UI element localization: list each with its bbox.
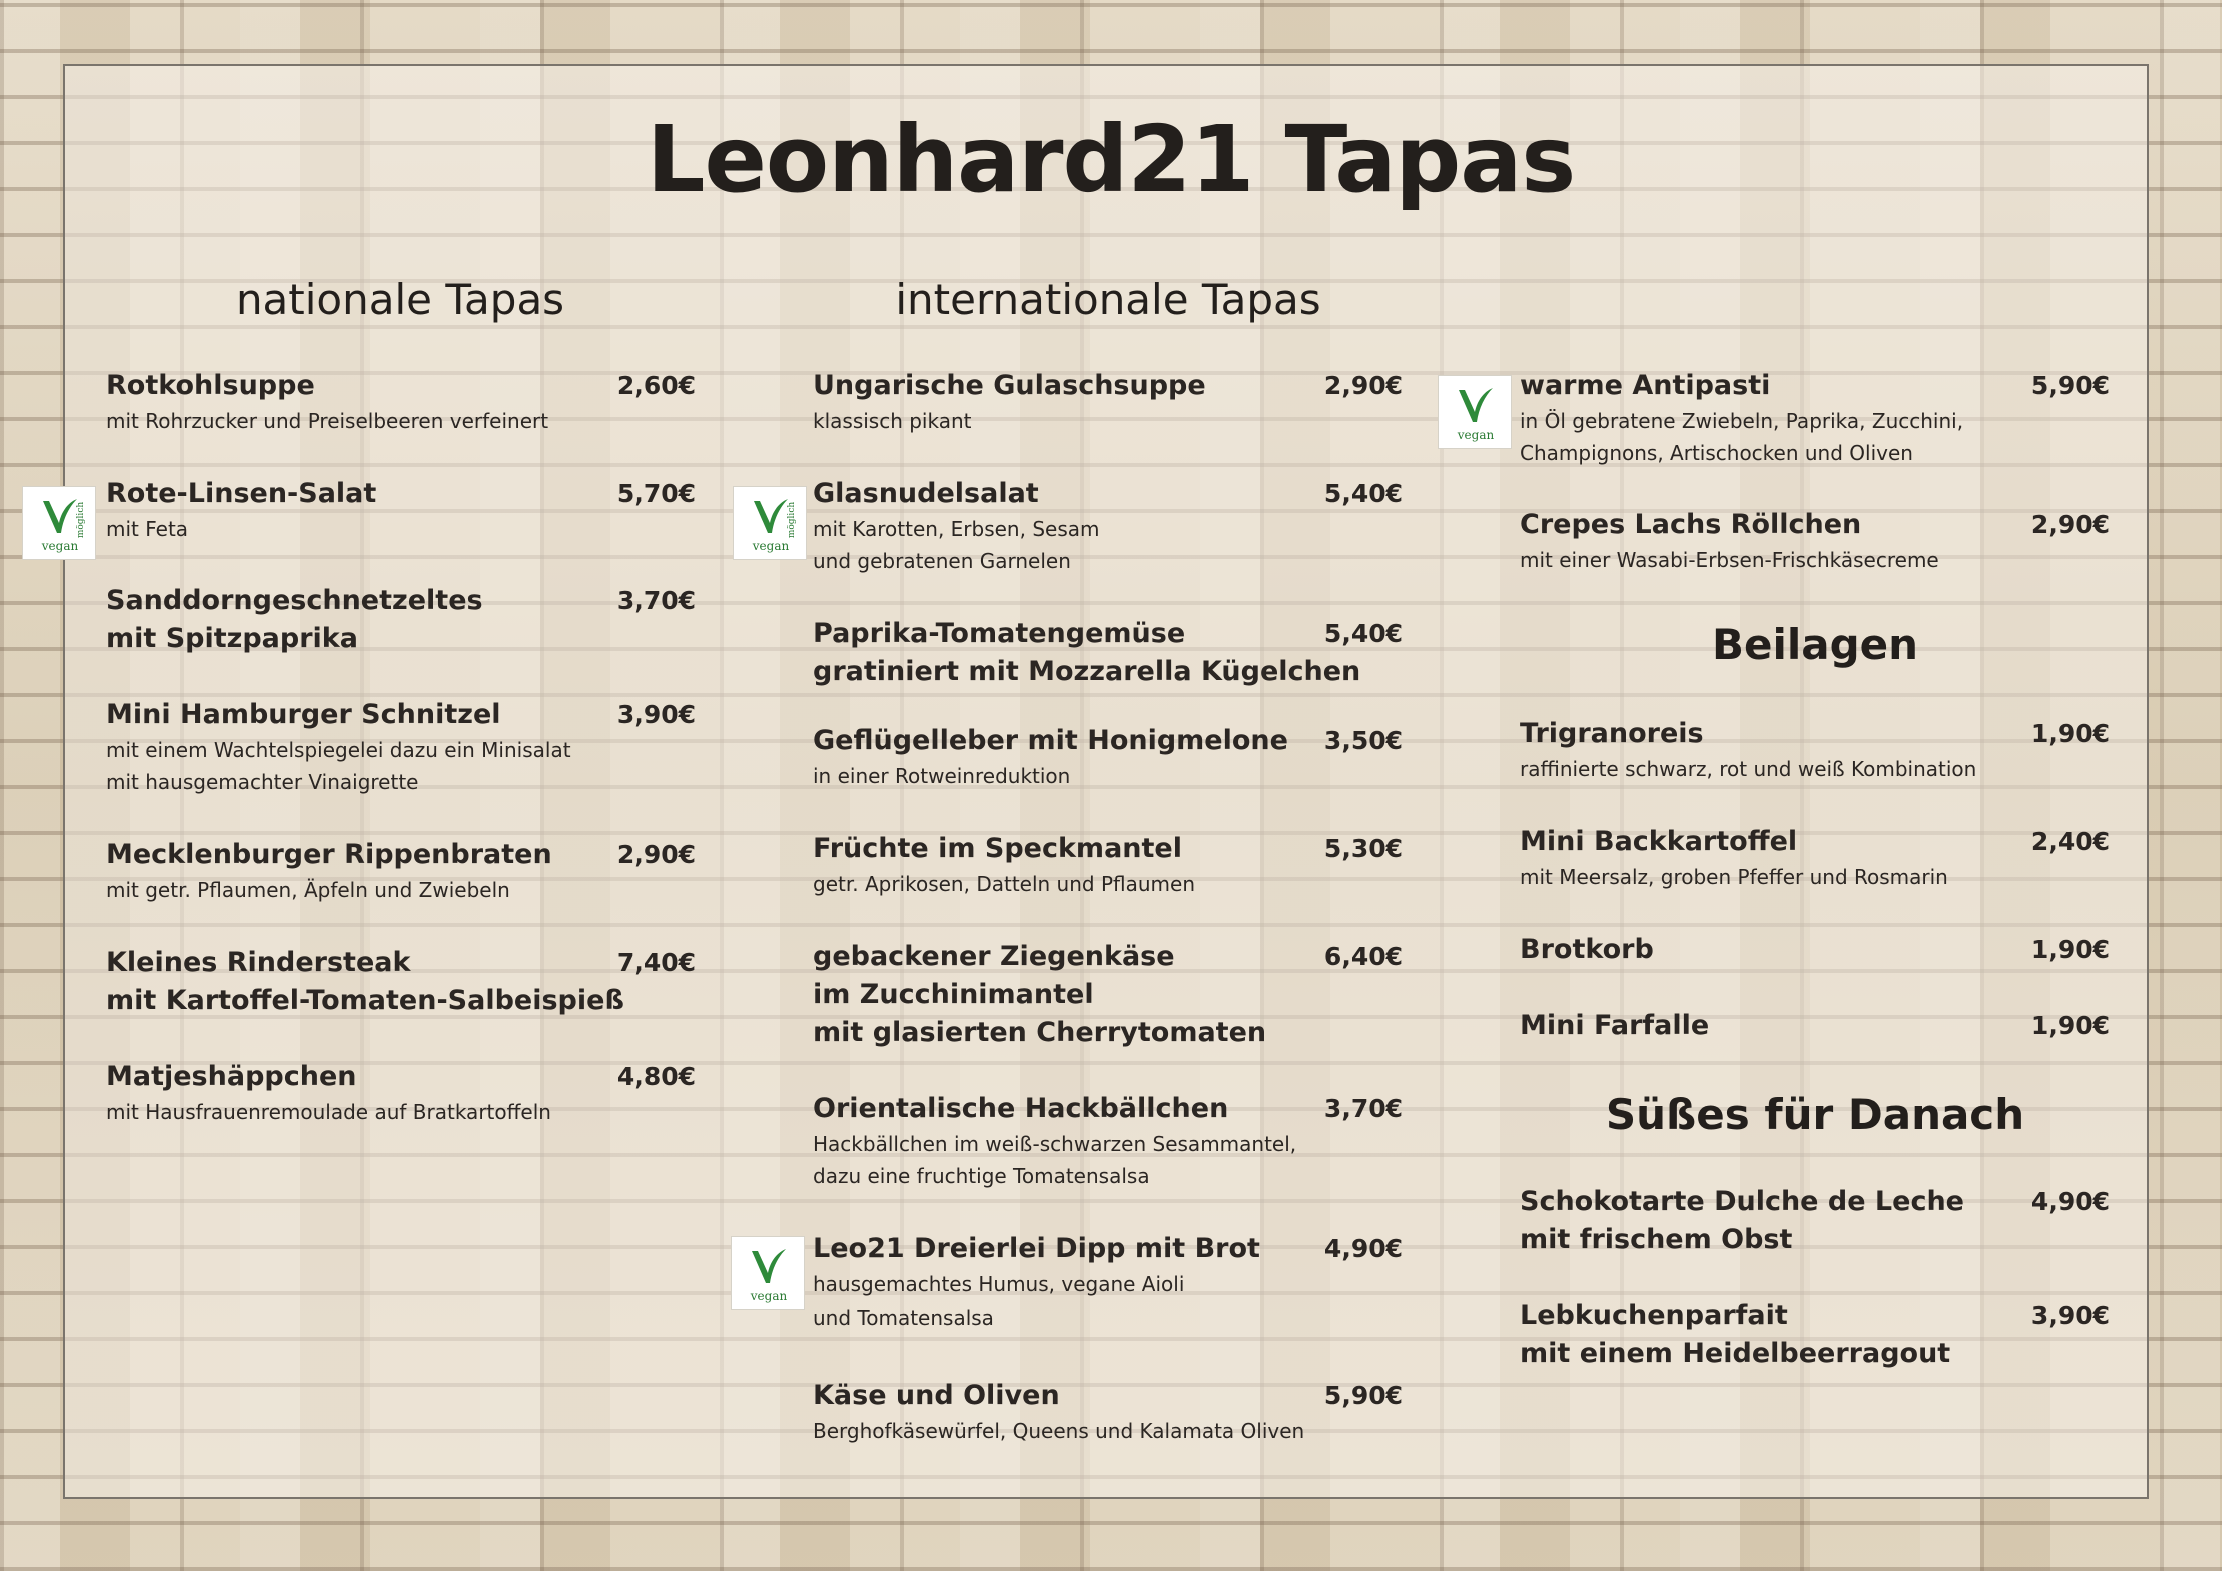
heading-internationale-tapas: internationale Tapas (895, 275, 1321, 324)
item-description: getr. Aprikosen, Datteln und Pflaumen (813, 872, 1196, 896)
item-name: Mini Farfalle (1520, 1010, 1710, 1041)
menu-item (1520, 1183, 2110, 1259)
item-name-line2: mit Kartoffel-Tomaten-Salbeispieß (106, 985, 624, 1016)
menu-item (106, 582, 696, 658)
item-name-line2: mit frischem Obst (1520, 1224, 1793, 1255)
item-price: 7,40€ (616, 948, 696, 977)
item-price: 1,90€ (2030, 935, 2110, 964)
item-price: 5,90€ (2030, 371, 2110, 400)
item-description: in Öl gebratene Zwiebeln, Paprika, Zucchini, (1520, 409, 1964, 433)
menu-item (106, 696, 696, 798)
item-price: 2,90€ (1323, 371, 1403, 400)
item-price: 4,80€ (616, 1062, 696, 1091)
menu-title: Leonhard21 Tapas (646, 106, 1576, 213)
item-name: Sanddorngeschnetzeltes (106, 585, 483, 616)
vegan-leaf-icon (1453, 382, 1497, 428)
item-name: Paprika-Tomatengemüse (813, 618, 1186, 649)
item-name: Geflügelleber mit Honigmelone (813, 725, 1288, 756)
menu-item (813, 615, 1403, 691)
item-description: Berghofkäsewürfel, Queens und Kalamata Oliven (813, 1419, 1305, 1443)
item-name: Leo21 Dreierlei Dipp mit Brot (813, 1233, 1260, 1264)
item-description: und gebratenen Garnelen (813, 549, 1071, 573)
heading-nationale-tapas: nationale Tapas (235, 275, 565, 324)
menu-item (813, 1090, 1403, 1192)
item-description: mit Meersalz, groben Pfeffer und Rosmarin (1520, 865, 1948, 889)
item-description: mit Feta (106, 517, 189, 541)
item-description: und Tomatensalsa (813, 1306, 994, 1330)
item-name: Schokotarte Dulche de Leche (1520, 1186, 1964, 1217)
menu-item (813, 475, 1403, 577)
vegan-moeglich-badge: vegan möglich (22, 486, 96, 560)
item-description: mit getr. Pflaumen, Äpfeln und Zwiebeln (106, 878, 510, 902)
menu-item (1520, 506, 2110, 576)
menu-item (106, 475, 696, 545)
item-price: 1,90€ (2030, 1011, 2110, 1040)
vegan-badge: vegan (731, 1236, 805, 1310)
item-description: Hackbällchen im weiß-schwarzen Sesammantel, (813, 1132, 1297, 1156)
menu-item (106, 367, 696, 437)
item-description: mit Rohrzucker und Preiselbeeren verfeinert (106, 409, 549, 433)
vegan-badge: vegan (1438, 375, 1512, 449)
item-name-line2: mit Spitzpaprika (106, 623, 358, 654)
item-name: Ungarische Gulaschsuppe (813, 370, 1206, 401)
item-name-line2: gratiniert mit Mozzarella Kügelchen (813, 656, 1361, 687)
item-price: 2,90€ (2030, 510, 2110, 539)
menu-item (106, 944, 696, 1020)
item-name: Rote-Linsen-Salat (106, 478, 377, 509)
item-name: Mini Hamburger Schnitzel (106, 699, 501, 730)
item-price: 3,70€ (1323, 1094, 1403, 1123)
item-price: 3,70€ (616, 586, 696, 615)
item-price: 6,40€ (1323, 942, 1403, 971)
item-price: 2,40€ (2030, 827, 2110, 856)
item-description: mit Hausfrauenremoulade auf Bratkartoffeln (106, 1100, 551, 1124)
menu-item (106, 836, 696, 906)
menu-item (1520, 1007, 2110, 1045)
item-price: 5,40€ (1323, 479, 1403, 508)
item-price: 5,90€ (1323, 1381, 1403, 1410)
item-price: 5,70€ (616, 479, 696, 508)
item-description: raffinierte schwarz, rot und weiß Kombination (1520, 757, 1977, 781)
item-description: mit einer Wasabi-Erbsen-Frischkäsecreme (1520, 548, 1939, 572)
menu-item (813, 938, 1403, 1052)
item-description: Champignons, Artischocken und Oliven (1520, 441, 1913, 465)
vegan-leaf-icon (746, 1243, 790, 1289)
item-description: mit hausgemachter Vinaigrette (106, 770, 419, 794)
item-name-line3: mit glasierten Cherrytomaten (813, 1017, 1267, 1048)
vegan-moeglich-badge: vegan möglich (733, 486, 807, 560)
item-name: Brotkorb (1520, 934, 1654, 965)
item-name: Käse und Oliven (813, 1380, 1060, 1411)
item-price: 1,90€ (2030, 719, 2110, 748)
item-price: 5,40€ (1323, 619, 1403, 648)
item-price: 3,90€ (616, 700, 696, 729)
menu-item (1520, 367, 2110, 469)
item-price: 3,90€ (2030, 1301, 2110, 1330)
item-name: Mini Backkartoffel (1520, 826, 1798, 857)
vegan-leaf-icon (37, 493, 81, 539)
menu-item (1520, 823, 2110, 893)
item-name: Früchte im Speckmantel (813, 833, 1182, 864)
item-name: gebackener Ziegenkäse (813, 941, 1175, 972)
item-name-line2: mit einem Heidelbeerragout (1520, 1338, 1951, 1369)
item-price: 5,30€ (1323, 834, 1403, 863)
item-description: hausgemachtes Humus, vegane Aioli (813, 1272, 1185, 1296)
item-name: Trigranoreis (1520, 718, 1704, 749)
item-price: 2,60€ (616, 371, 696, 400)
item-name: Mecklenburger Rippenbraten (106, 839, 552, 870)
item-description: klassisch pikant (813, 409, 972, 433)
item-price: 4,90€ (2030, 1187, 2110, 1216)
item-price: 4,90€ (1323, 1234, 1403, 1263)
menu-item (813, 1377, 1403, 1447)
item-description: mit Karotten, Erbsen, Sesam (813, 517, 1100, 541)
menu-item (813, 367, 1403, 437)
vegan-leaf-icon (748, 493, 792, 539)
item-price: 2,90€ (616, 840, 696, 869)
item-name: warme Antipasti (1520, 370, 1771, 401)
item-name: Orientalische Hackbällchen (813, 1093, 1229, 1124)
item-name: Matjeshäppchen (106, 1061, 357, 1092)
item-description: dazu eine fruchtige Tomatensalsa (813, 1164, 1150, 1188)
menu-item (813, 1230, 1403, 1334)
item-name: Lebkuchenparfait (1520, 1300, 1788, 1331)
item-name-line2: im Zucchinimantel (813, 979, 1094, 1010)
item-name: Rotkohlsuppe (106, 370, 315, 401)
item-price: 3,50€ (1323, 726, 1403, 755)
item-description: mit einem Wachtelspiegelei dazu ein Minisalat (106, 738, 571, 762)
menu-item (813, 722, 1403, 792)
heading-beilagen: Beilagen (1711, 620, 1919, 669)
heading-suesses: Süßes für Danach (1605, 1090, 2025, 1139)
item-name: Kleines Rindersteak (106, 947, 411, 978)
item-name: Crepes Lachs Röllchen (1520, 509, 1862, 540)
menu-item (1520, 1297, 2110, 1373)
menu-item (813, 830, 1403, 900)
menu-item (1520, 931, 2110, 969)
menu-item (1520, 715, 2110, 785)
item-name: Glasnudelsalat (813, 478, 1039, 509)
menu-item (106, 1058, 696, 1128)
item-description: in einer Rotweinreduktion (813, 764, 1071, 788)
